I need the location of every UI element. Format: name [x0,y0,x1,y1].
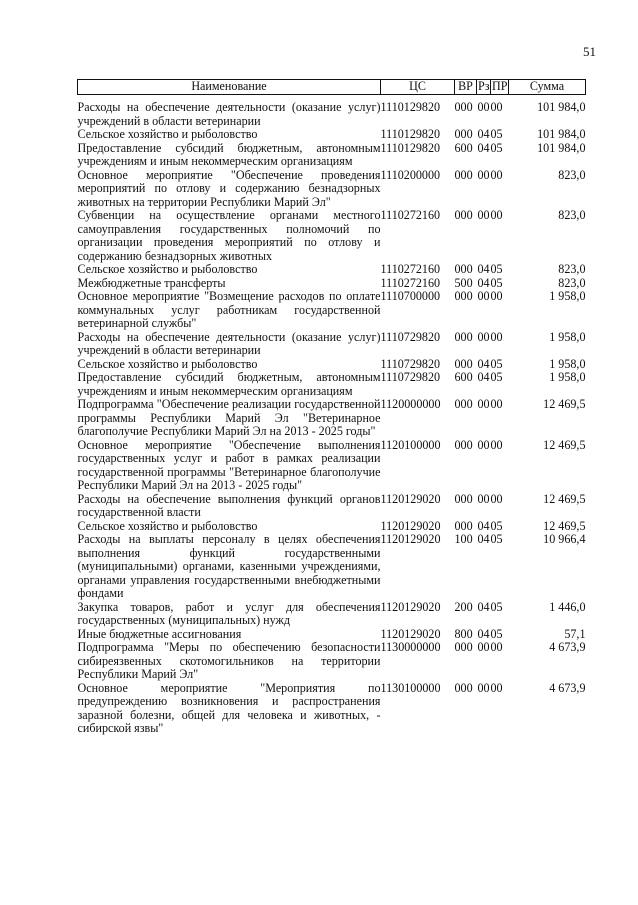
cell-pr: 05 [490,275,503,290]
cell-rz: 04 [477,127,490,141]
cell-rz: 04 [477,140,490,155]
cell-rz: 04 [477,626,490,641]
cell-vr: 500 [454,275,473,290]
cell-rz: 04 [477,532,490,546]
cell-vr: 000 [454,262,473,276]
cell-name: Сельское хозяйство и рыболовство [77,127,258,141]
cell-sum: 101 984,0 [537,127,586,141]
cell-pr: 00 [490,640,503,654]
cell-code: 1110729820 [380,329,441,344]
cell-rz: 00 [477,397,490,411]
cell-sum: 101 984,0 [537,140,586,155]
cell-vr: 000 [454,127,473,141]
cell-vr: 000 [454,437,473,452]
cell-pr: 00 [490,491,503,506]
cell-pr: 00 [490,329,503,344]
cell-sum: 1 958,0 [549,370,586,384]
cell-sum: 4 673,9 [549,680,586,695]
table-row [78,371,586,398]
cell-name: Субвенции на осуществление органами местного самоуправления государственных полномочий по организации проведения мероприятий по отлову и содержанию безнадзорных животных [77,208,381,263]
cell-vr: 800 [454,626,473,641]
cell-name: Иные бюджетные ассигнования [77,626,242,641]
cell-sum: 10 966,4 [543,532,586,546]
table-row [78,101,586,128]
cell-vr: 600 [454,140,473,155]
cell-sum: 12 469,5 [543,397,586,411]
cell-pr: 05 [490,599,503,614]
cell-sum: 4 673,9 [549,640,586,654]
cell-name: Сельское хозяйство и рыболовство [77,518,258,533]
cell-name: Основное мероприятие "Возмещение расходов по оплате коммунальных услуг работникам государственной ветеринарной службы" [77,289,381,330]
cell-name: Расходы на обеспечение деятельности (оказание услуг) учреждений в области ветеринарии [77,100,381,128]
cell-pr: 00 [490,680,503,695]
cell-vr: 200 [454,599,473,614]
cell-vr: 000 [454,289,473,303]
cell-rz: 00 [477,640,490,654]
table-row [78,520,586,534]
cell-code: 1110729820 [380,356,441,371]
cell-pr: 00 [490,397,503,411]
table-row [78,628,586,642]
table-row [78,263,586,277]
cell-code: 1120129020 [380,518,441,533]
cell-rz: 04 [477,262,490,276]
cell-vr: 000 [454,518,473,533]
cell-pr: 00 [490,100,503,114]
header-code: ЦС [381,80,455,95]
cell-code: 1120129020 [380,599,441,614]
cell-vr: 000 [454,680,473,695]
cell-rz: 00 [477,680,490,695]
table-row [78,169,586,210]
cell-vr: 000 [454,356,473,371]
cell-code: 1130100000 [380,680,441,695]
cell-name: Основное мероприятие "Обеспечение проведения мероприятий по отлову и содержанию безнадзорных животных на территории Республики Марий Эл" [77,167,381,209]
cell-pr: 00 [490,167,503,182]
cell-name: Подпрограмма "Обеспечение реализации государственной программы Республики Марий Эл "Ветеринарное благополучие Республики Марий Эл на 2013 - 2025 годы" [77,397,381,438]
cell-sum: 101 984,0 [537,100,586,114]
cell-rz: 00 [477,491,490,506]
table-row [78,533,586,601]
table-row [78,128,586,142]
cell-sum: 823,0 [558,275,586,290]
cell-code: 1110272160 [380,275,441,290]
cell-pr: 05 [490,356,503,371]
cell-sum: 823,0 [558,262,586,276]
cell-vr: 000 [454,208,473,222]
cell-pr: 05 [490,262,503,276]
budget-table [77,79,586,736]
table-row [78,398,586,439]
cell-sum: 1 958,0 [549,329,586,344]
cell-code: 1110129820 [380,127,441,141]
cell-pr: 05 [490,518,503,533]
cell-code: 1110129820 [380,140,441,155]
cell-code: 1120129020 [380,626,441,641]
table-body [78,95,586,736]
cell-name: Сельское хозяйство и рыболовство [77,356,258,371]
cell-vr: 000 [454,491,473,506]
cell-name: Расходы на обеспечение деятельности (оказание услуг) учреждений в области ветеринарии [77,329,381,357]
table-row [78,142,586,169]
cell-name: Расходы на обеспечение выполнения функций органов государственной власти [77,491,381,519]
cell-pr: 05 [490,370,503,384]
cell-code: 1110272160 [380,208,441,222]
table-row [78,290,586,331]
cell-rz: 00 [477,208,490,222]
header-pr: ПР [492,79,508,94]
cell-name: Расходы на выплаты персоналу в целях обеспечения выполнения функций государственными (муниципальными) органами, казенными учреждениями, органами управления государственными внебюджетными фондами [77,532,381,600]
cell-rz: 04 [477,356,490,371]
cell-rz: 00 [477,167,490,182]
cell-rz: 00 [477,437,490,452]
table-row [78,331,586,358]
cell-rz: 04 [477,370,490,384]
cell-sum: 1 958,0 [549,289,586,303]
cell-code: 1130000000 [380,640,441,654]
cell-name: Предоставление субсидий бюджетным, автономным учреждениям и иным некоммерческим организациям [77,370,381,398]
table-row [78,682,586,736]
cell-pr: 00 [490,289,503,303]
cell-vr: 000 [454,640,473,654]
header-vr: ВР [455,80,477,95]
cell-name: Закупка товаров, работ и услуг для обеспечения государственных (муниципальных) нужд [77,599,381,627]
cell-code: 1120129020 [380,532,441,546]
cell-name: Основное мероприятие "Обеспечение выполнения государственных услуг и работ в рамках реализации государственной программы "Ветеринарное благополучие Республики Марий Эл на 2013 - 2025 годы" [77,437,381,492]
cell-sum: 12 469,5 [543,518,586,533]
cell-vr: 100 [454,532,473,546]
cell-pr: 00 [490,208,503,222]
table-header [78,80,586,95]
cell-name: Сельское хозяйство и рыболовство [77,262,258,276]
header-rz: Рз [478,79,490,94]
cell-code: 1110729820 [380,370,441,384]
cell-rz: 00 [477,289,490,303]
cell-pr: 00 [490,437,503,452]
cell-vr: 000 [454,100,473,114]
cell-code: 1110272160 [380,262,441,276]
header-name: Наименование [78,80,381,95]
cell-rz: 04 [477,518,490,533]
cell-sum: 1 446,0 [549,599,586,614]
cell-code: 1120100000 [380,437,441,452]
cell-code: 1120000000 [380,397,441,411]
cell-code: 1110700000 [380,289,441,303]
cell-name: Предоставление субсидий бюджетным, автономным учреждениям и иным некоммерческим организациям [77,140,381,168]
cell-sum: 823,0 [558,167,586,182]
table-row [78,493,586,520]
table-row [78,439,586,493]
table-row [78,601,586,628]
cell-rz: 04 [477,599,490,614]
cell-vr: 000 [454,167,473,182]
cell-name: Основное мероприятие "Мероприятия по предупреждению возникновения и распространения заразной болезни, общей для человека и животных, - сибирской язвы" [77,680,381,735]
cell-sum: 57,1 [564,626,586,641]
cell-pr: 05 [490,532,503,546]
table-row [78,358,586,372]
cell-name: Межбюджетные трансферты [77,275,226,290]
cell-sum: 823,0 [558,208,586,222]
cell-sum: 12 469,5 [543,437,586,452]
header-sum: Сумма [509,80,586,95]
cell-rz: 00 [477,100,490,114]
table-row [78,277,586,291]
cell-name: Подпрограмма "Меры по обеспечению безопасности сибиреязвенных скотомогильников на территории Республики Марий Эл" [77,640,381,681]
table-row [78,641,586,682]
cell-rz: 00 [477,329,490,344]
cell-sum: 12 469,5 [543,491,586,506]
cell-pr: 05 [490,127,503,141]
cell-pr: 05 [490,626,503,641]
cell-vr: 000 [454,397,473,411]
cell-code: 1110129820 [380,100,441,114]
cell-code: 1110200000 [380,167,441,182]
cell-code: 1120129020 [380,491,441,506]
cell-sum: 1 958,0 [549,356,586,371]
page-number: 51 [583,44,596,59]
cell-pr: 05 [490,140,503,155]
cell-rz: 04 [477,275,490,290]
cell-vr: 600 [454,370,473,384]
table-row [78,209,586,263]
cell-vr: 000 [454,329,473,344]
